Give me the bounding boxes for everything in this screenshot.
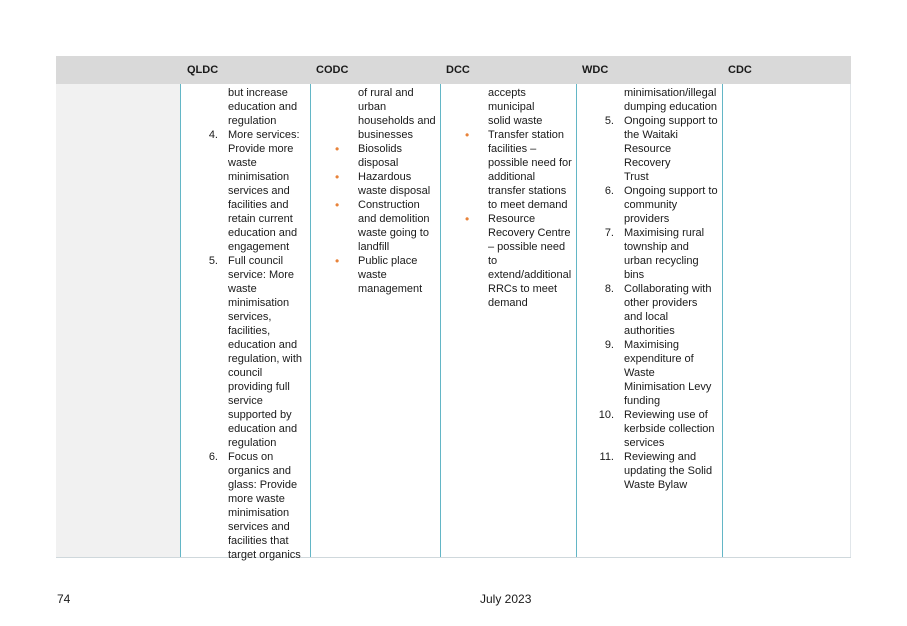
list-item	[604, 226, 718, 282]
text-line: supported by	[228, 409, 292, 421]
text-line: More services:	[228, 129, 300, 141]
list-number: 9.	[604, 339, 614, 351]
footer-date: July 2023	[480, 592, 532, 606]
text-line: providing full	[228, 381, 290, 393]
row-label-cell	[56, 84, 180, 557]
bullet-icon: •	[465, 128, 470, 142]
text-line: Ongoing support to	[624, 185, 718, 197]
text-line: authorities	[624, 325, 675, 337]
text-line: Maximising	[624, 339, 680, 351]
list-number: 8.	[604, 283, 614, 295]
text-line: regulation	[228, 437, 277, 449]
text-line: providers	[624, 213, 670, 225]
text-line: Construction	[358, 199, 420, 211]
text-line: Reviewing use of	[624, 409, 708, 421]
text-line: Ongoing support to	[624, 115, 718, 127]
text-line: services,	[228, 311, 272, 323]
text-line: services	[624, 437, 665, 449]
text-line: facilities –	[488, 143, 537, 155]
text-line: minimisation/illegal	[624, 87, 717, 99]
text-line: target organics	[228, 549, 301, 561]
list-item	[335, 198, 436, 254]
list-number: 6.	[604, 185, 614, 197]
text-line: council	[228, 367, 263, 379]
text-line: service	[228, 395, 263, 407]
bullet-list	[335, 142, 436, 296]
continuation-text	[624, 86, 718, 114]
text-line: and local	[624, 311, 669, 323]
text-line: Maximising rural	[624, 227, 705, 239]
text-line: – possible need	[488, 241, 566, 253]
continuation-text	[488, 86, 572, 128]
text-line: facilities and	[228, 199, 289, 211]
text-line: Waste	[624, 367, 655, 379]
list-number: 6.	[208, 451, 218, 463]
text-line: bins	[624, 269, 645, 281]
text-line: households and	[358, 115, 436, 127]
numbered-list	[208, 128, 306, 562]
list-item	[604, 338, 718, 408]
dcc-cell	[440, 84, 576, 557]
text-line: urban	[358, 101, 387, 113]
text-line: of rural and	[358, 87, 414, 99]
text-line: community	[624, 199, 678, 211]
text-line: township and	[624, 241, 689, 253]
text-line: retain current	[228, 213, 293, 225]
text-line: education and	[228, 101, 298, 113]
bullet-icon: •	[335, 254, 340, 268]
text-line: urban recycling	[624, 255, 699, 267]
text-line: but increase	[228, 87, 288, 99]
text-line: Public place	[358, 255, 418, 267]
text-line: Provide more	[228, 143, 294, 155]
list-number: 4.	[208, 129, 218, 141]
text-line: Collaborating with	[624, 283, 712, 295]
text-line: landfill	[358, 241, 390, 253]
text-line: service: More	[228, 269, 295, 281]
text-line: Recovery Centre	[488, 227, 571, 239]
bullet-icon: •	[335, 170, 340, 184]
text-line: services and	[228, 185, 290, 197]
text-line: extend/additional	[488, 269, 572, 281]
numbered-list	[598, 114, 718, 492]
list-item	[335, 142, 436, 170]
wdc-cell	[576, 84, 722, 557]
qldc-cell	[180, 84, 310, 561]
text-line: minimisation	[228, 171, 290, 183]
text-line: RRCs to meet	[488, 283, 558, 295]
continuation-text	[228, 86, 306, 128]
text-line: funding	[624, 395, 661, 407]
text-line: solid waste	[488, 115, 543, 127]
text-line: dumping education	[624, 101, 717, 113]
text-line: waste	[228, 283, 257, 295]
bullet-list	[465, 128, 572, 310]
header-dcc: DCC	[440, 56, 576, 84]
text-line: minimisation	[228, 507, 290, 519]
text-line: Full council	[228, 255, 284, 267]
text-line: waste disposal	[358, 185, 431, 197]
bullet-icon: •	[335, 142, 340, 156]
list-number: 7.	[604, 227, 614, 239]
text-line: waste	[358, 269, 387, 281]
text-line: organics and	[228, 465, 291, 477]
text-line: regulation	[228, 115, 277, 127]
text-line: education and	[228, 227, 298, 239]
header-qldc: QLDC	[180, 56, 310, 84]
page-number: 74	[57, 592, 71, 606]
list-item	[208, 128, 306, 254]
text-line: education and	[228, 339, 298, 351]
list-item	[335, 254, 436, 296]
text-line: engagement	[228, 241, 290, 253]
list-item	[465, 128, 572, 212]
continuation-text	[358, 86, 436, 142]
text-line: more waste	[228, 493, 285, 505]
text-line: facilities that	[228, 535, 289, 547]
comparison-table	[56, 56, 851, 561]
text-line: Reviewing and	[624, 451, 697, 463]
text-line: minimisation	[228, 297, 290, 309]
text-line: to	[488, 255, 498, 267]
header-wdc: WDC	[576, 56, 722, 84]
list-item	[465, 212, 572, 310]
list-item	[599, 450, 718, 492]
text-line: disposal	[358, 157, 399, 169]
text-line: and demolition	[358, 213, 430, 225]
text-line: services and	[228, 521, 290, 533]
list-item	[208, 254, 306, 450]
text-line: Trust	[624, 171, 649, 183]
text-line: Resource	[488, 213, 536, 225]
bullet-icon: •	[335, 198, 340, 212]
list-number: 5.	[208, 255, 218, 267]
text-line: accepts municipal	[488, 87, 535, 113]
header-cdc: CDC	[722, 56, 851, 84]
text-line: Hazardous	[358, 171, 412, 183]
text-line: kerbside collection	[624, 423, 715, 435]
text-line: additional	[488, 171, 536, 183]
list-item	[208, 450, 306, 562]
text-line: businesses	[358, 129, 414, 141]
text-line: education and	[228, 423, 298, 435]
text-line: Focus on	[228, 451, 274, 463]
text-line: expenditure of	[624, 353, 694, 365]
text-line: glass: Provide	[228, 479, 298, 491]
text-line: Waste Bylaw	[624, 479, 688, 491]
bullet-icon: •	[465, 212, 470, 226]
list-number: 10.	[598, 409, 614, 421]
codc-cell	[310, 84, 440, 557]
text-line: demand	[488, 297, 528, 309]
text-line: other providers	[624, 297, 698, 309]
text-line: possible need for	[488, 157, 572, 169]
text-line: management	[358, 283, 423, 295]
list-item	[335, 170, 436, 198]
text-line: Minimisation Levy	[624, 381, 712, 393]
list-item	[604, 282, 718, 338]
text-line: waste going to	[358, 227, 429, 239]
header-codc: CODC	[310, 56, 440, 84]
text-line: Biosolids	[358, 143, 403, 155]
list-number: 5.	[604, 115, 614, 127]
list-item	[604, 184, 718, 226]
list-item	[598, 408, 718, 450]
text-line: to meet demand	[488, 199, 568, 211]
text-line: Transfer station	[488, 129, 565, 141]
list-number: 11.	[599, 451, 614, 463]
text-line: updating the Solid	[624, 465, 713, 477]
text-line: Resource Recovery	[624, 143, 672, 169]
list-item	[604, 114, 718, 184]
header-cell-empty	[56, 56, 180, 84]
text-line: facilities,	[228, 325, 271, 337]
text-line: waste	[228, 157, 257, 169]
text-line: transfer stations	[488, 185, 567, 197]
cdc-cell	[722, 84, 851, 557]
text-line: the Waitaki	[624, 129, 679, 141]
text-line: regulation, with	[228, 353, 302, 365]
